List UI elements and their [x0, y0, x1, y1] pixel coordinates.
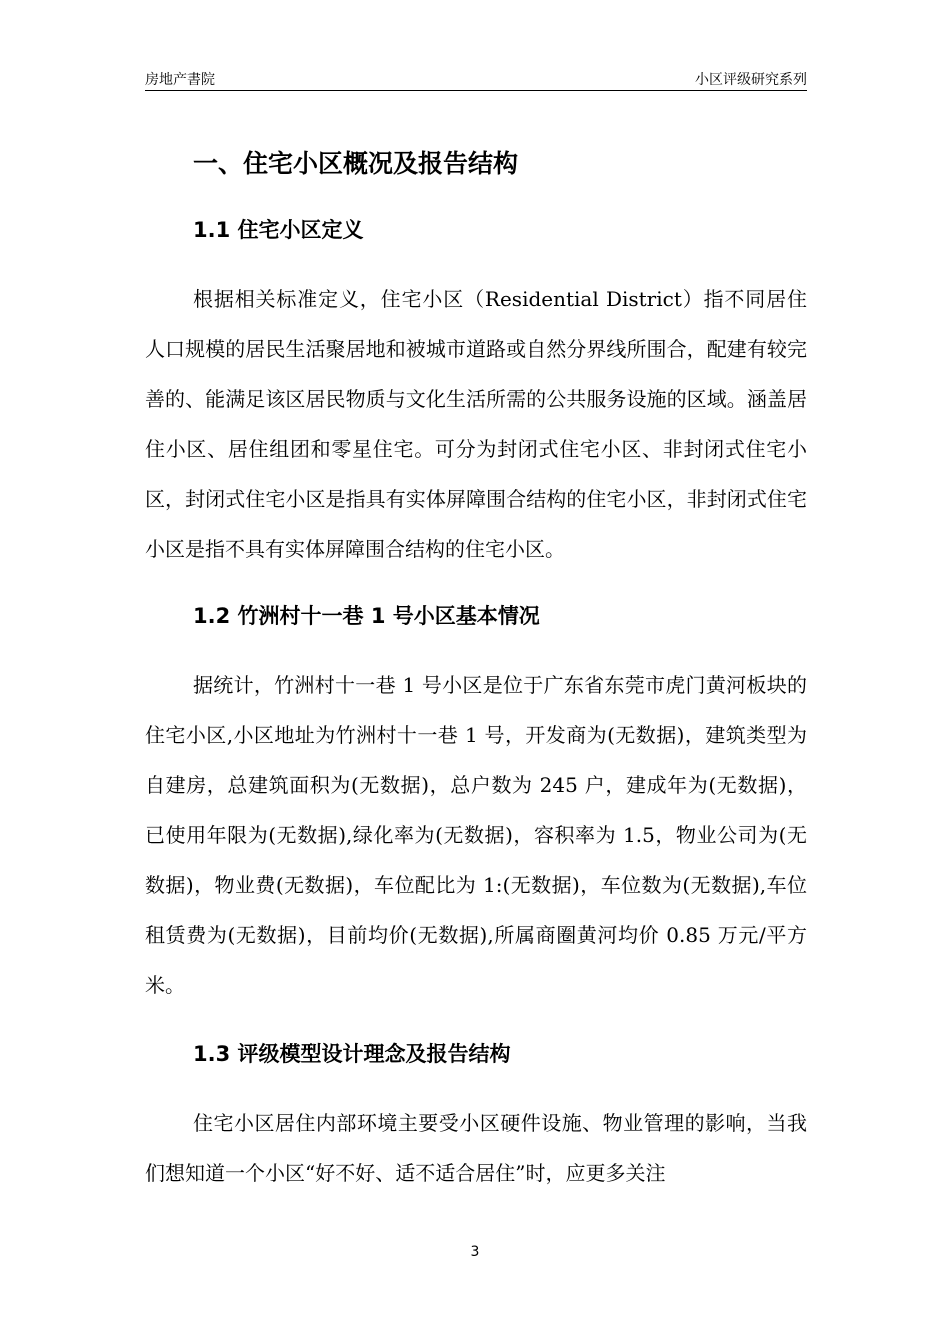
- subsection-heading-definition: 1.1 住宅小区定义: [193, 218, 364, 242]
- paragraph-basic-info: 据统计，竹洲村十一巷 1 号小区是位于广东省东莞市虎门黄河板块的住宅小区,小区地址为竹洲村十一巷 1 号，开发商为(无数据)，建筑类型为自建房，总建筑面积为(无数据)，总户数为 245 户，建成年为(无数据)，已使用年限为(无数据),绿化率为(无数据)，容积率为 1.5，物业公司为(无数据)，物业费(无数据)，车位配比为 1:(无数据)，车位数为(无数据),车位租赁费为(无数据)，目前均价(无数据),所属商圈黄河均价 0.85 万元/平方米。: [145, 673, 807, 997]
- subsection-heading-rating-model: 1.3 评级模型设计理念及报告结构: [193, 1042, 511, 1066]
- page-header: [145, 66, 807, 91]
- paragraph-definition: 根据相关标准定义，住宅小区（Residential District）指不同居住人口规模的居民生活聚居地和被城市道路或自然分界线所围合，配建有较完善的、能满足该区居民物质与文化生活所需的公共服务设施的区域。涵盖居住小区、居住组团和零星住宅。可分为封闭式住宅小区、非封闭式住宅小区，封闭式住宅小区是指具有实体屏障围合结构的住宅小区，非封闭式住宅小区是指不具有实体屏障围合结构的住宅小区。: [145, 287, 807, 561]
- header-publisher: 房地产書院: [145, 72, 215, 88]
- paragraph-rating-model: 住宅小区居住内部环境主要受小区硬件设施、物业管理的影响，当我们想知道一个小区“好不好、适不适合居住”时，应更多关注: [145, 1111, 807, 1185]
- page-number: 3: [470, 1244, 480, 1260]
- document-body: [145, 140, 807, 1198]
- section-title: 一、住宅小区概况及报告结构: [193, 149, 519, 178]
- subsection-heading-basic-info: 1.2 竹洲村十一巷 1 号小区基本情况: [193, 604, 540, 628]
- header-series-title: 小区评级研究系列: [695, 72, 807, 88]
